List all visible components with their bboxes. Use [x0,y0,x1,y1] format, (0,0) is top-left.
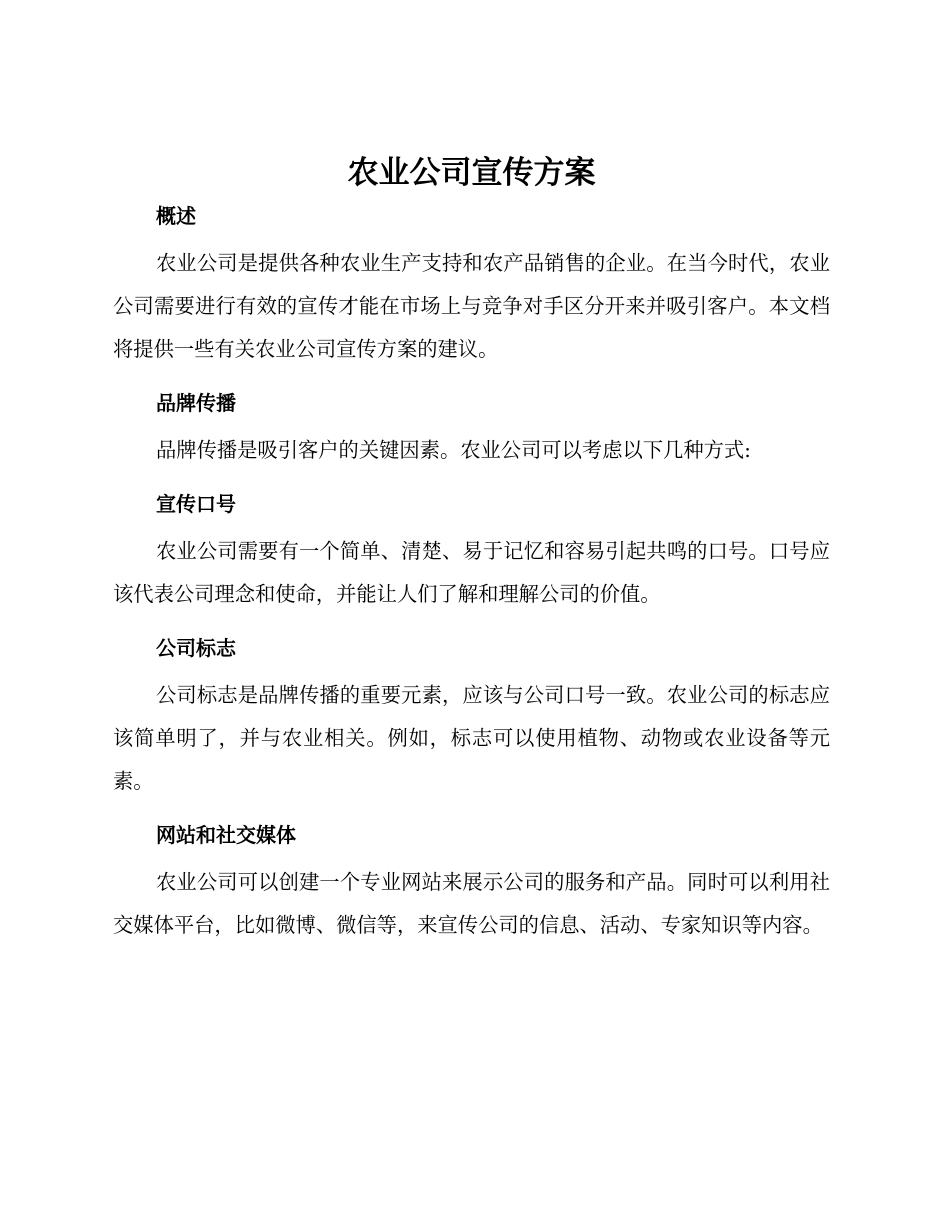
section-paragraph: 农业公司需要有一个简单、清楚、易于记忆和容易引起共鸣的口号。口号应该代表公司理念和使命，并能让人们了解和理解公司的价值。 [113,539,830,606]
section-heading: 概述 [156,204,196,228]
section-paragraph: 公司标志是品牌传播的重要元素，应该与公司口号一致。农业公司的标志应该简单明了，并与农业相关。例如，标志可以使用植物、动物或农业设备等元素。 [113,683,830,793]
section-paragraph: 农业公司是提供各种农业生产支持和农产品销售的企业。在当今时代，农业公司需要进行有效的宣传才能在市场上与竞争对手区分开来并吸引客户。本文档将提供一些有关农业公司宣传方案的建议。 [113,251,830,361]
section-paragraph: 农业公司可以创建一个专业网站来展示公司的服务和产品。同时可以利用社交媒体平台，比如微博、微信等，来宣传公司的信息、活动、专家知识等内容。 [113,870,830,937]
section-heading: 宣传口号 [156,492,236,516]
section-logo [113,630,830,803]
section-slogan [113,486,830,616]
section-heading: 品牌传播 [156,391,236,415]
section-overview [113,198,830,371]
section-heading: 公司标志 [156,636,236,660]
section-brand-communication [113,385,830,472]
document-title: 农业公司宣传方案 [347,155,596,191]
section-heading: 网站和社交媒体 [156,823,296,847]
section-website-social-media [113,817,830,947]
section-paragraph: 品牌传播是吸引客户的关键因素。农业公司可以考虑以下几种方式: [156,438,751,462]
document-page [113,150,830,961]
